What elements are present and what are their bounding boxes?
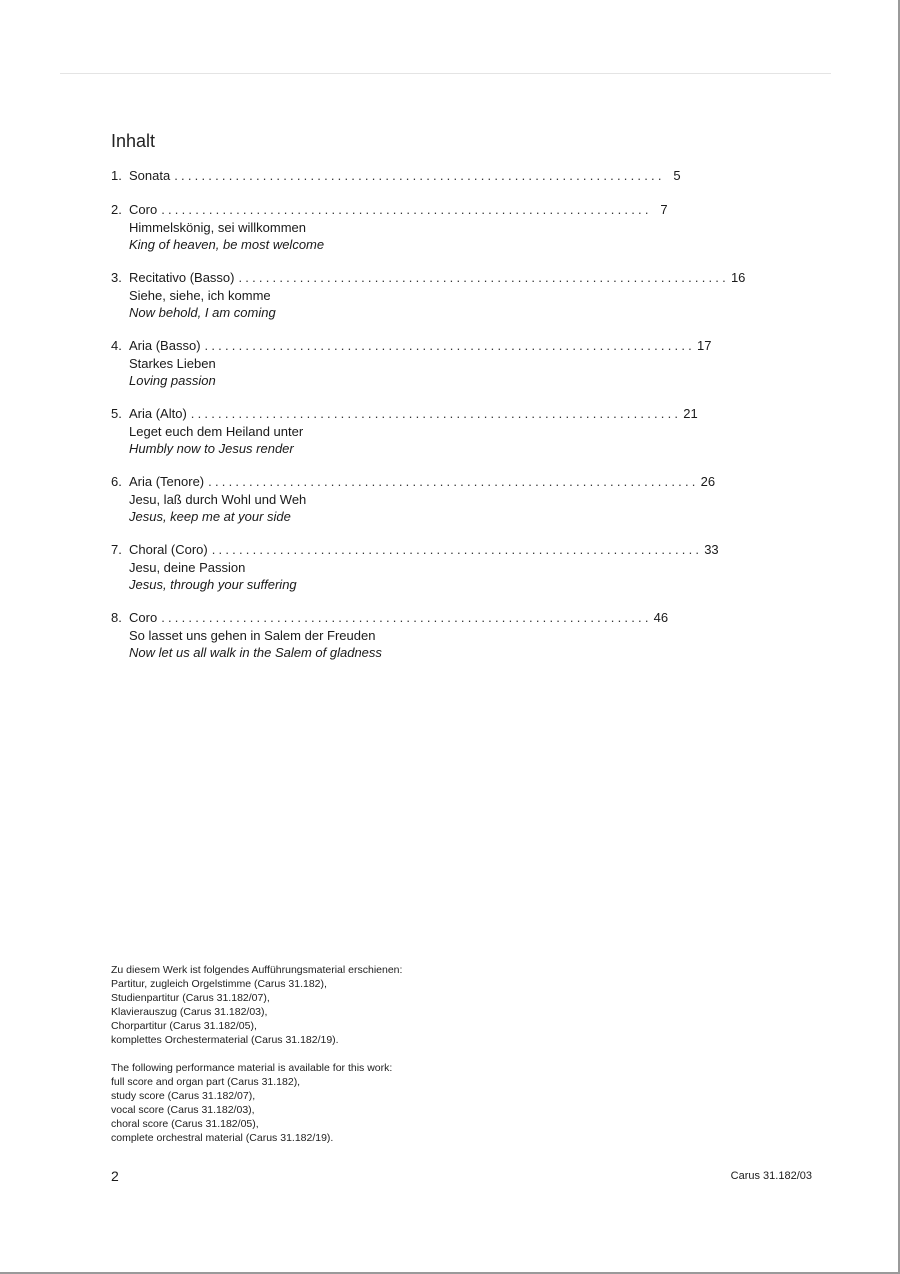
material-line: komplettes Orchestermaterial (Carus 31.182/19). — [111, 1034, 339, 1046]
material-german — [111, 963, 402, 1047]
toc-title: Aria (Tenore) — [129, 474, 205, 489]
toc-number: 8. — [111, 610, 122, 625]
dot-leader: ........................................................................ — [238, 270, 729, 285]
performance-material-note — [111, 963, 402, 1145]
top-rule — [60, 73, 831, 74]
toc-german-title: Himmelskönig, sei willkommen — [129, 220, 306, 235]
toc-title: Choral (Coro) — [129, 542, 208, 557]
catalog-number: Carus 31.182/03 — [730, 1170, 812, 1182]
dot-leader: ........................................................................ — [161, 610, 652, 625]
toc-entry — [111, 168, 681, 185]
toc-german-title: Starkes Lieben — [129, 356, 216, 371]
toc-entry — [111, 202, 668, 253]
toc-english-title: Now let us all walk in the Salem of gladness — [129, 645, 382, 660]
toc-entry — [111, 406, 698, 457]
toc-entry — [111, 338, 712, 389]
toc-english-title: Now behold, I am coming — [129, 305, 276, 320]
toc-german-title: Leget euch dem Heiland unter — [129, 424, 304, 439]
contents-heading: Inhalt — [111, 131, 156, 151]
material-english — [111, 1061, 402, 1145]
material-line: Chorpartitur (Carus 31.182/05), — [111, 1020, 257, 1032]
toc-page: 17 — [696, 338, 712, 353]
toc-german-title: So lasset uns gehen in Salem der Freuden — [129, 628, 376, 643]
toc-german-title: Jesu, deine Passion — [129, 560, 246, 575]
toc-english-title: Jesus, through your suffering — [129, 577, 297, 592]
toc-entry — [111, 474, 716, 525]
dot-leader: ........................................................................ — [204, 338, 695, 353]
material-line: Zu diesem Werk ist folgendes Aufführungsmaterial erschienen: — [111, 964, 403, 976]
toc-number: 5. — [111, 406, 122, 421]
dot-leader: ........................................................................ — [190, 406, 682, 421]
toc-title: Coro — [129, 202, 158, 217]
table-of-contents — [111, 168, 746, 678]
dot-leader: ........................................................................ — [174, 168, 665, 183]
toc-english-title: Jesus, keep me at your side — [129, 509, 291, 524]
dot-leader: ........................................................................ — [208, 474, 699, 489]
toc-entry — [111, 542, 719, 593]
toc-page: 16 — [730, 270, 746, 285]
toc-number: 7. — [111, 542, 122, 557]
material-line: full score and organ part (Carus 31.182), — [111, 1076, 301, 1088]
material-line: vocal score (Carus 31.182/03), — [111, 1104, 255, 1116]
toc-number: 2. — [111, 202, 122, 217]
toc-english-title: King of heaven, be most welcome — [129, 237, 325, 252]
toc-english-title: Loving passion — [129, 373, 216, 388]
toc-page: 46 — [653, 610, 669, 625]
toc-page: 7 — [660, 202, 668, 217]
toc-english-title: Humbly now to Jesus render — [129, 441, 294, 456]
toc-title: Sonata — [129, 168, 171, 183]
toc-number: 3. — [111, 270, 122, 285]
toc-title: Coro — [129, 610, 158, 625]
toc-entry — [111, 610, 669, 661]
toc-title: Aria (Basso) — [129, 338, 201, 353]
toc-title: Aria (Alto) — [129, 406, 187, 421]
material-line: Studienpartitur (Carus 31.182/07), — [111, 992, 270, 1004]
material-line: Klavierauszug (Carus 31.182/03), — [111, 1006, 268, 1018]
toc-page: 5 — [673, 168, 681, 183]
toc-german-title: Siehe, siehe, ich komme — [129, 288, 271, 303]
page-number: 2 — [111, 1168, 119, 1184]
toc-german-title: Jesu, laß durch Wohl und Weh — [129, 492, 307, 507]
dot-leader: ........................................................................ — [211, 542, 703, 557]
material-line: The following performance material is available for this work: — [111, 1062, 393, 1074]
toc-page: 21 — [683, 406, 698, 421]
toc-number: 6. — [111, 474, 122, 489]
material-line: Partitur, zugleich Orgelstimme (Carus 31.182), — [111, 978, 327, 990]
toc-number: 4. — [111, 338, 122, 353]
material-line: complete orchestral material (Carus 31.182/19). — [111, 1132, 334, 1144]
dot-leader: ........................................................................ — [161, 202, 652, 217]
toc-entry — [111, 270, 746, 321]
material-line: choral score (Carus 31.182/05), — [111, 1118, 259, 1130]
toc-title: Recitativo (Basso) — [129, 270, 235, 285]
material-line: study score (Carus 31.182/07), — [111, 1090, 256, 1102]
toc-page: 33 — [704, 542, 719, 557]
toc-page: 26 — [700, 474, 716, 489]
toc-number: 1. — [111, 168, 122, 183]
